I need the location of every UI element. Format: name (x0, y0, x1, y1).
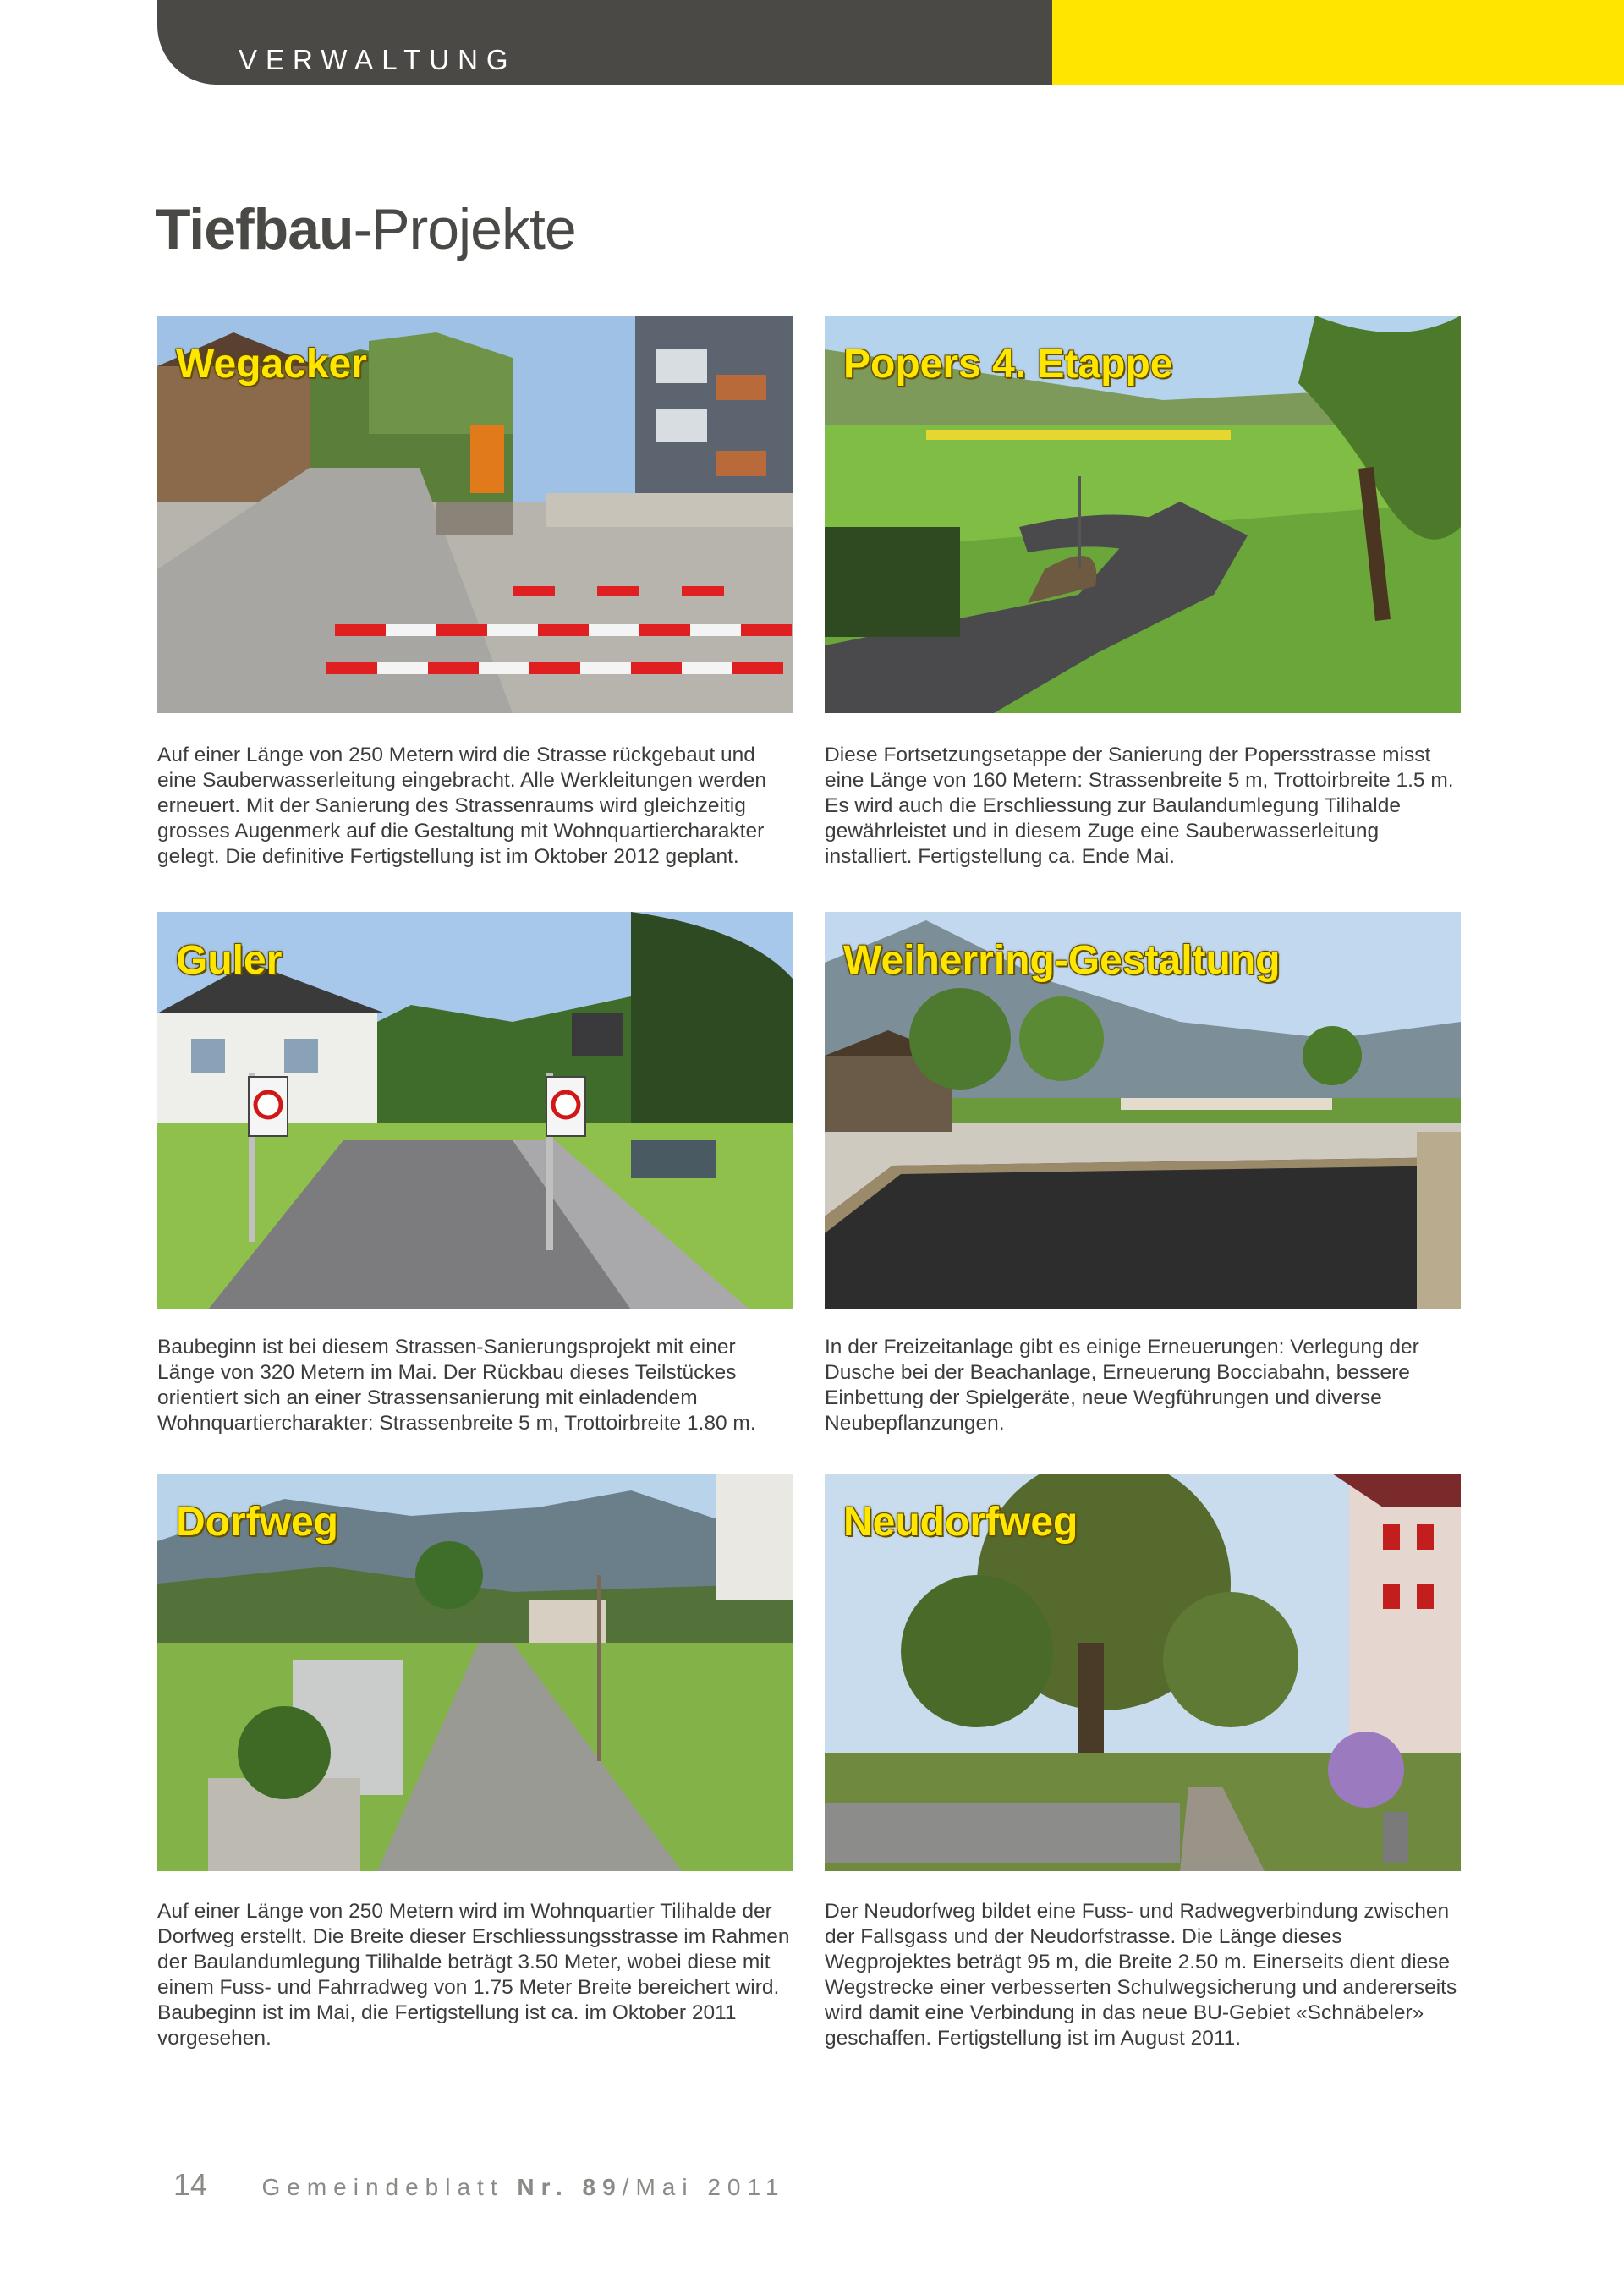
project-text-weiherring: In der Freizeitanlage gibt es einige Erneuerungen: Verlegung der Dusche bei der Beachanlage, Erneuerung Bocciabahn, bessere Einbettung der Spielgeräte, neue Wegführungen und diverse Neubepflanzungen. (825, 1336, 1419, 1435)
photo-weiherring (825, 912, 1461, 1309)
page-title (156, 196, 576, 262)
header-accent-bar (1052, 0, 1624, 85)
page-number: 14 (173, 2167, 208, 2202)
publication-info (262, 2174, 786, 2201)
project-text-wegacker: Auf einer Länge von 250 Metern wird die Strasse rückgebaut und eine Sauberwasserleitung eingebracht. Alle Werkleitungen werden erneuert. Mit der Sanierung des Strassenraums wird gleichzeitig grosses Augenmerk auf die Gestaltung mit Wohnquartiercharakter gelegt. Die definitive Fertigstellung ist im Oktober 2012 geplant. (157, 744, 767, 868)
project-label-dorfweg: Dorfweg (176, 1500, 338, 1545)
issue-date: /Mai 2011 (622, 2174, 786, 2200)
photo-popers (825, 316, 1461, 713)
photo-dorfweg (157, 1474, 793, 1871)
photo-wegacker (157, 316, 793, 713)
project-label-wegacker: Wegacker (176, 342, 367, 387)
page-footer (173, 2167, 786, 2203)
project-label-popers: Popers 4. Etappe (843, 342, 1173, 387)
photo-neudorfweg (825, 1474, 1461, 1871)
publication-name: Gemeindeblatt (261, 2174, 504, 2200)
project-text-dorfweg: Auf einer Länge von 250 Metern wird im Wohnquartier Tilihalde der Dorfweg erstellt. Die Breite dieser Erschliessungsstrasse im Rahmen der Baulandumlegung Tilihalde beträgt 3.50 Meter, wobei diese mit einem Fuss- und Fahrradweg von 1.75 Meter Breite bereichert wird. Baubeginn ist im Mai, die Fertigstellung ist ca. im Oktober 2011 vorgesehen. (157, 1900, 790, 2050)
project-label-guler: Guler (176, 938, 283, 983)
project-label-neudorfweg: Neudorfweg (843, 1500, 1078, 1545)
page-title-light: -Projekte (353, 197, 576, 261)
project-label-weiherring: Weiherring-Gestaltung (843, 938, 1281, 983)
project-text-guler: Baubeginn ist bei diesem Strassen-Sanierungsprojekt mit einer Länge von 320 Metern im Mai. Der Rückbau dieses Teilstückes orientiert sich an einer Strassensanierung mit einladendem Wohnquartiercharakter: Strassenbreite 5 m, Trottoirbreite 1.80 m. (157, 1336, 756, 1435)
photo-guler (157, 912, 793, 1309)
project-text-neudorfweg: Der Neudorfweg bildet eine Fuss- und Radwegverbindung zwischen der Fallsgass und der Neudorfstrasse. Die Länge dieses Wegprojektes beträgt 95 m, die Breite 2.50 m. Einerseits dient diese Wegstrecke einer verbesserten Schulwegsicherung und andererseits wird damit eine Verbindung in das neue BU-Gebiet «Schnäbeler» geschaffen. Fertigstellung ist im August 2011. (825, 1900, 1457, 2050)
page-title-bold: Tiefbau (156, 197, 354, 261)
issue-number: Nr. 89 (517, 2174, 623, 2200)
section-label: VERWALTUNG (239, 44, 517, 75)
project-text-popers: Diese Fortsetzungsetappe der Sanierung der Popersstrasse misst eine Länge von 160 Metern: Strassenbreite 5 m, Trottoirbreite 1.5 m. Es wird auch die Erschliessung zur Baulandumlegung Tilihalde gewährleistet und in diesem Zuge eine Sauberwasserleitung installiert. Fertigstellung ca. Ende Mai. (825, 744, 1454, 868)
